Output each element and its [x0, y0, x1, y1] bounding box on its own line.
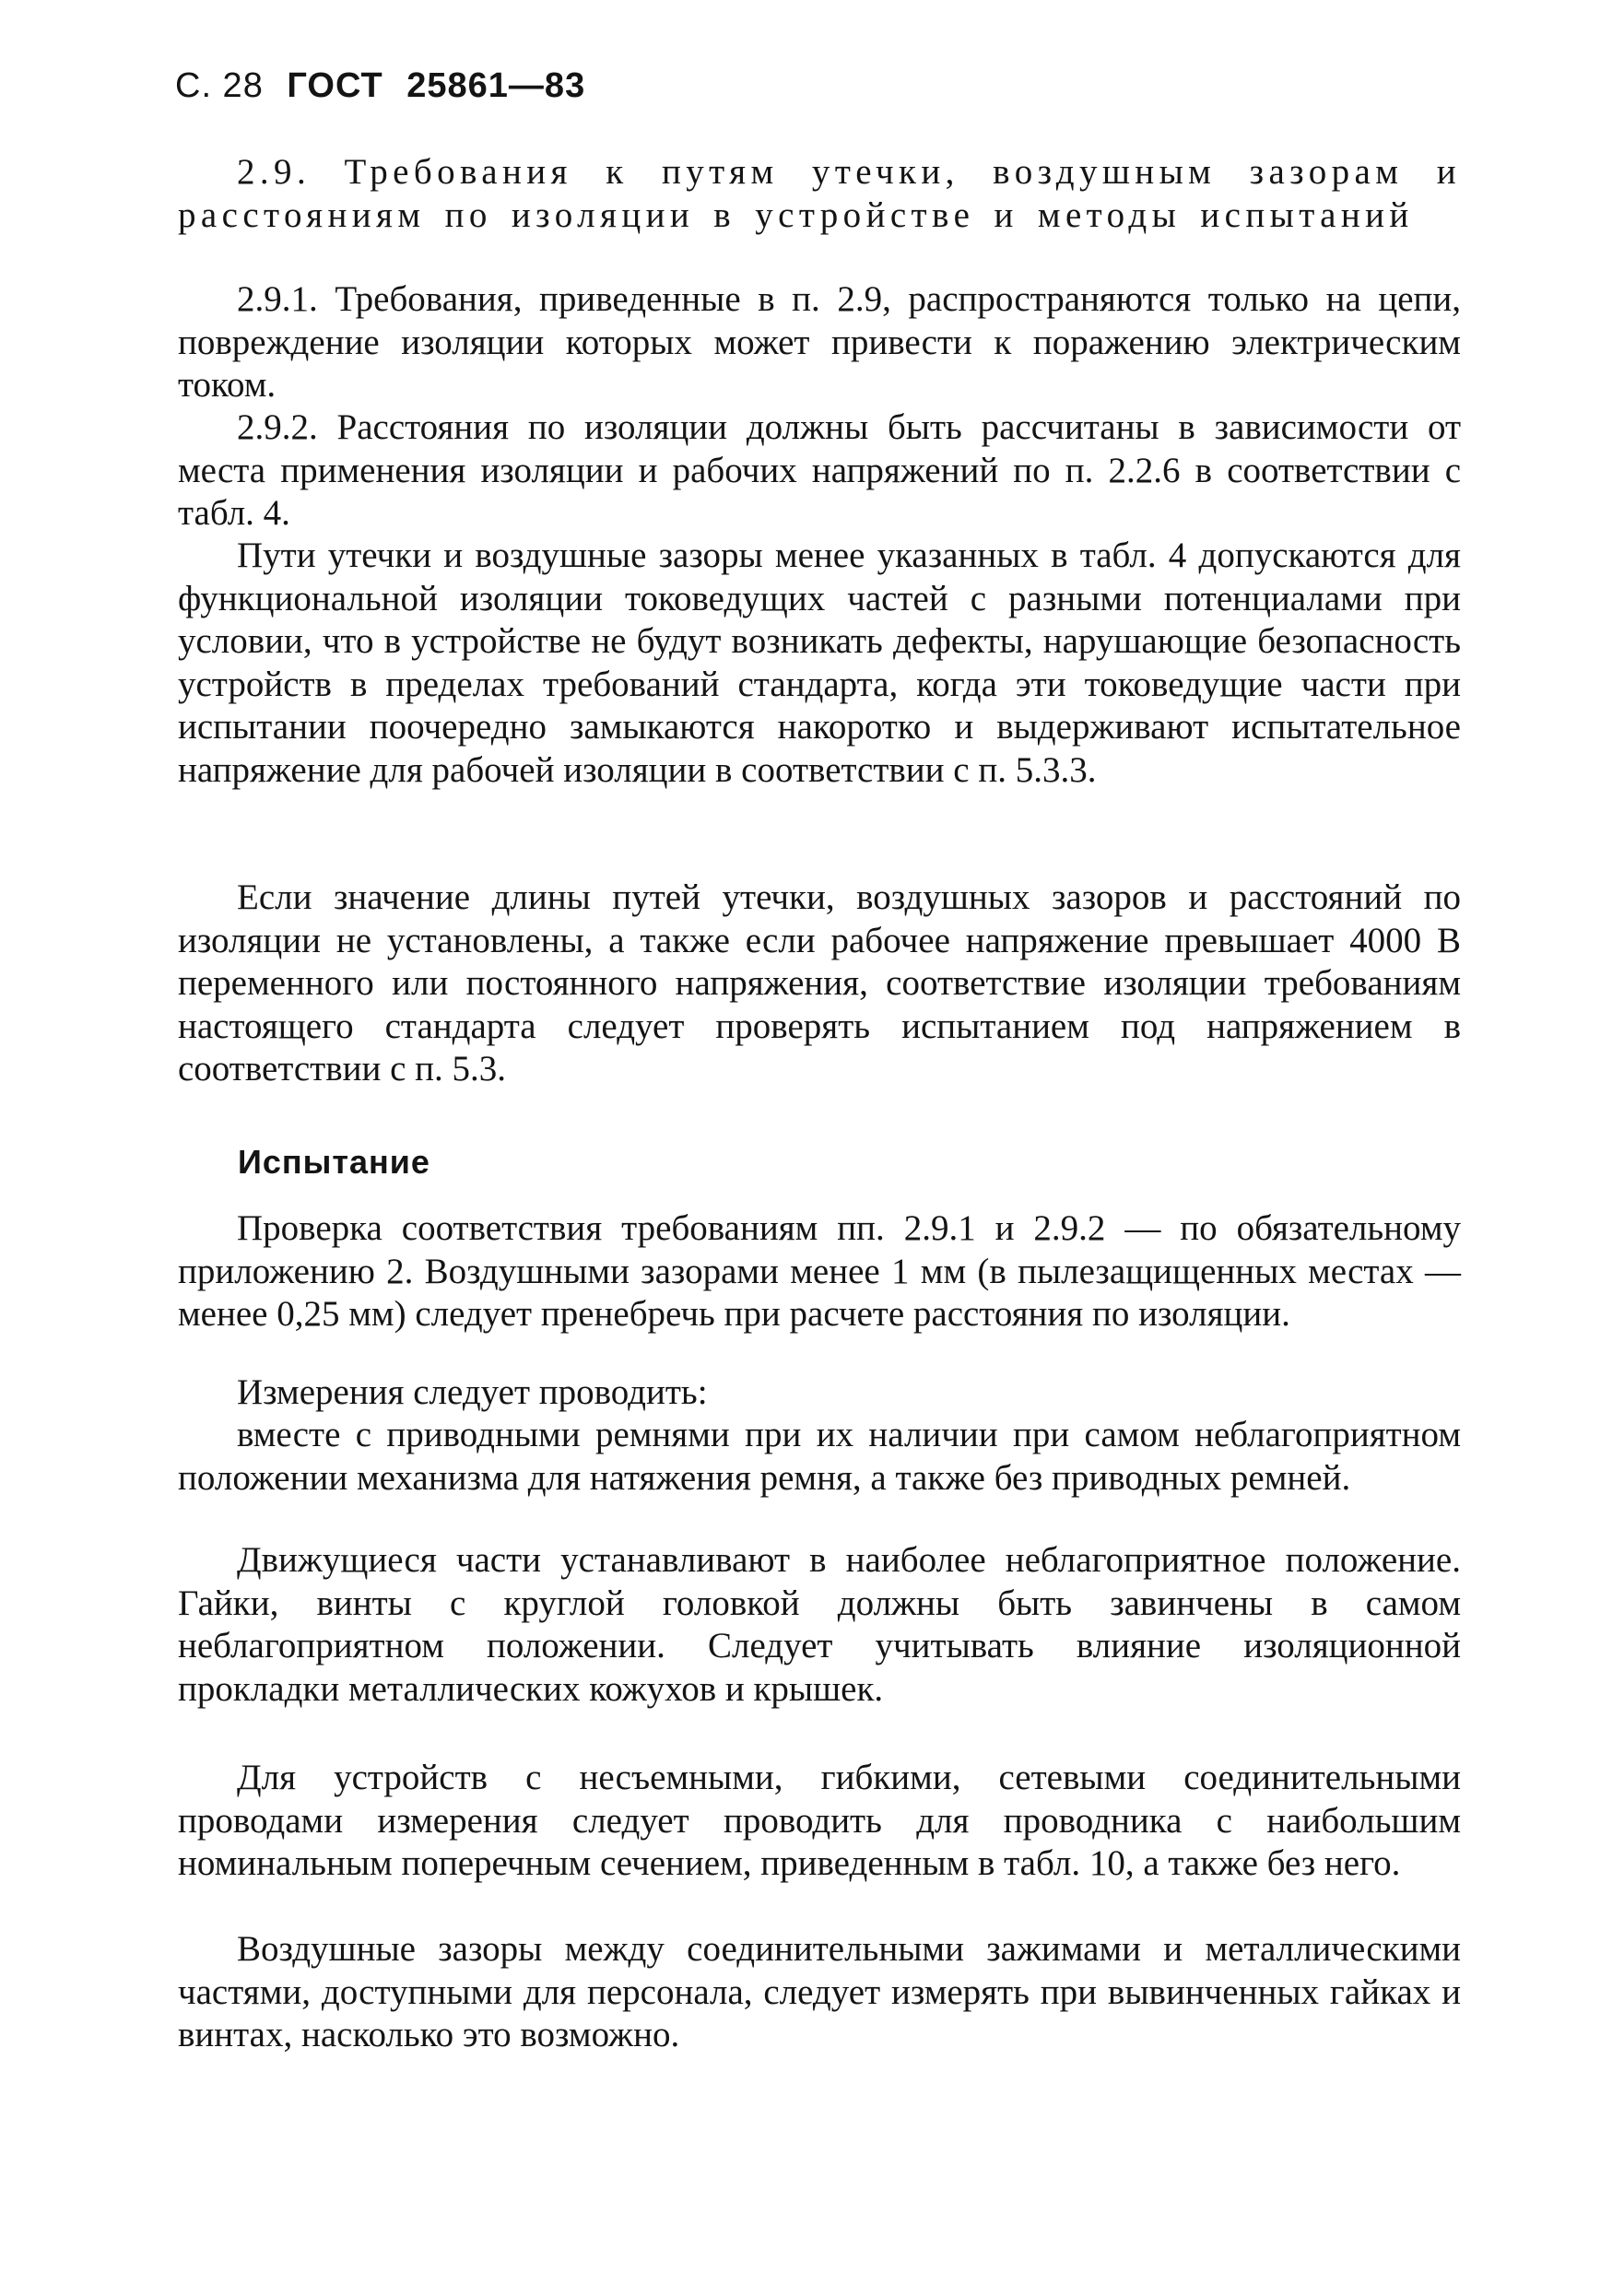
paragraph-moving-parts: Движущиеся части устанавливают в наиболее неблагоприятное положение. Гайки, винты с круглой головкой должны быть завинчены в самом неблагоприятном положении. Следует учитывать влияние изоляционной прокладки металлических кожухов и крышек. [178, 1540, 1461, 1709]
standard-number: 25861—83 [406, 66, 586, 105]
heading-test: Испытание [238, 1143, 430, 1181]
standard-label: ГОСТ [287, 66, 383, 105]
paragraph-cords: Для устройств с несъемными, гибкими, сетевыми соединительными проводами измерения следует проводить для проводника с наибольшим номинальным поперечным сечением, приведенным в табл. 10, а также без него. [178, 1758, 1461, 1883]
section-2-9-title: 2.9. Требования к путям утечки, воздушным зазорам и расстояниям по изоляции в устройстве и методы испытаний [178, 152, 1461, 235]
paragraph-if-not-set: Если значение длины путей утечки, воздушных зазоров и расстояний по изоляции не установлены, а также если рабочее напряжение превышает 4000 В переменного или постоянного напряжения, соответствие изоляции требованиям настоящего стандарта следует проверять испытанием под напряжением в соответствии с п. 5.3. [178, 877, 1461, 1089]
page-header [175, 66, 598, 106]
paragraph-air-gaps: Воздушные зазоры между соединительными зажимами и металлическими частями, доступными для персонала, следует измерять при вывинченных гайках и винтах, насколько это возможно. [178, 1929, 1461, 2054]
paragraph-check: Проверка соответствия требованиям пп. 2.9.1 и 2.9.2 — по обязательному приложению 2. Воздушными зазорами менее 1 мм (в пылезащищенных местах — менее 0,25 мм) следует пренебречь при расчете расстояния по изоляции. [178, 1208, 1461, 1334]
paragraph-leakage-paths: Пути утечки и воздушные зазоры менее указанных в табл. 4 допускаются для функциональной изоляции токоведущих частей с разными потенциалами при условии, что в устройстве не будут возникать дефекты, нарушающие безопасность устройств в пределах требований стандарта, когда эти токоведущие части при испытании поочередно замыкаются накоротко и выдерживают испытательное напряжение для рабочей изоляции в соответствии с п. 5.3.3. [178, 536, 1461, 790]
paragraph-2-9-1: 2.9.1. Требования, приведенные в п. 2.9, распространяются только на цепи, повреждение изоляции которых может привести к поражению электрическим током. [178, 279, 1461, 405]
paragraph-2-9-2: 2.9.2. Расстояния по изоляции должны быть рассчитаны в зависимости от места применения изоляции и рабочих напряжений по п. 2.2.6 в соответствии с табл. 4. [178, 407, 1461, 533]
paragraph-measure: Измерения следует проводить: [237, 1372, 708, 1412]
page-number: С. 28 [175, 66, 264, 105]
paragraph-belts: вместе с приводными ремнями при их наличии при самом неблагоприятном положении механизма для натяжения ремня, а также без приводных ремней. [178, 1415, 1461, 1498]
